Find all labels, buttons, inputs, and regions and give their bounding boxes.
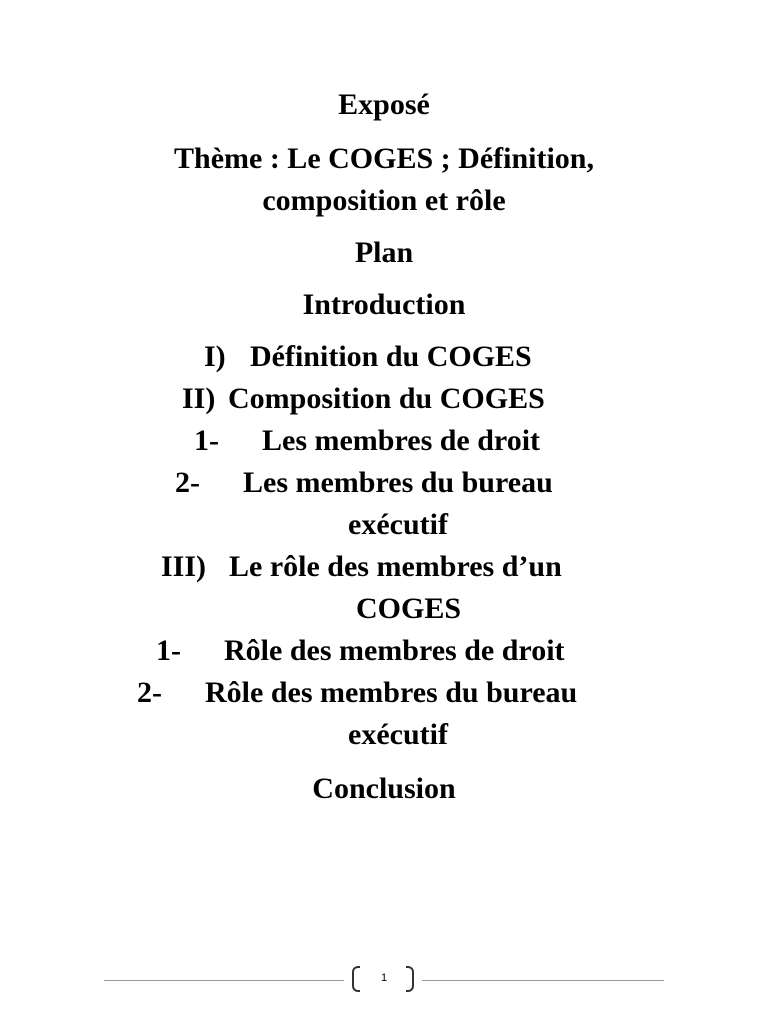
section-3-sub-1-number: 1- (156, 634, 181, 667)
section-2-sub-2-number: 2- (175, 466, 200, 499)
document-heading: Exposé (338, 88, 430, 121)
section-1-title: Définition du COGES (250, 340, 532, 373)
section-2-sub-2-title-line-2: exécutif (348, 508, 448, 541)
theme-line-1: Thème : Le COGES ; Définition, (174, 142, 594, 175)
section-3-numeral: III) (161, 550, 207, 583)
section-2-numeral: II) (182, 382, 216, 415)
section-3-title-line-1: Le rôle des membres d’un (229, 550, 562, 583)
section-1-numeral: I) (204, 340, 226, 373)
footer-rule-left (104, 980, 344, 981)
section-3-title-line-2: COGES (356, 592, 462, 625)
plan-label: Plan (354, 236, 414, 269)
section-2-sub-1-title: Les membres de droit (262, 424, 541, 457)
section-2-sub-2-title-line-1: Les membres du bureau (243, 466, 553, 499)
footer-rule-right (422, 980, 664, 981)
conclusion-heading: Conclusion (312, 772, 456, 805)
introduction-heading: Introduction (302, 288, 466, 321)
section-3-sub-2-number: 2- (137, 676, 162, 709)
page-number: 1 (380, 972, 388, 984)
footer-bracket-left (352, 966, 360, 992)
footer-bracket-right (406, 966, 414, 992)
section-3-sub-1-title: Rôle des membres de droit (224, 634, 565, 667)
theme-line-2: composition et rôle (262, 184, 506, 217)
section-3-sub-2-title-line-1: Rôle des membres du bureau (205, 676, 578, 709)
section-3-sub-2-title-line-2: exécutif (348, 718, 448, 751)
section-2-title: Composition du COGES (228, 382, 545, 415)
section-2-sub-1-number: 1- (194, 424, 219, 457)
